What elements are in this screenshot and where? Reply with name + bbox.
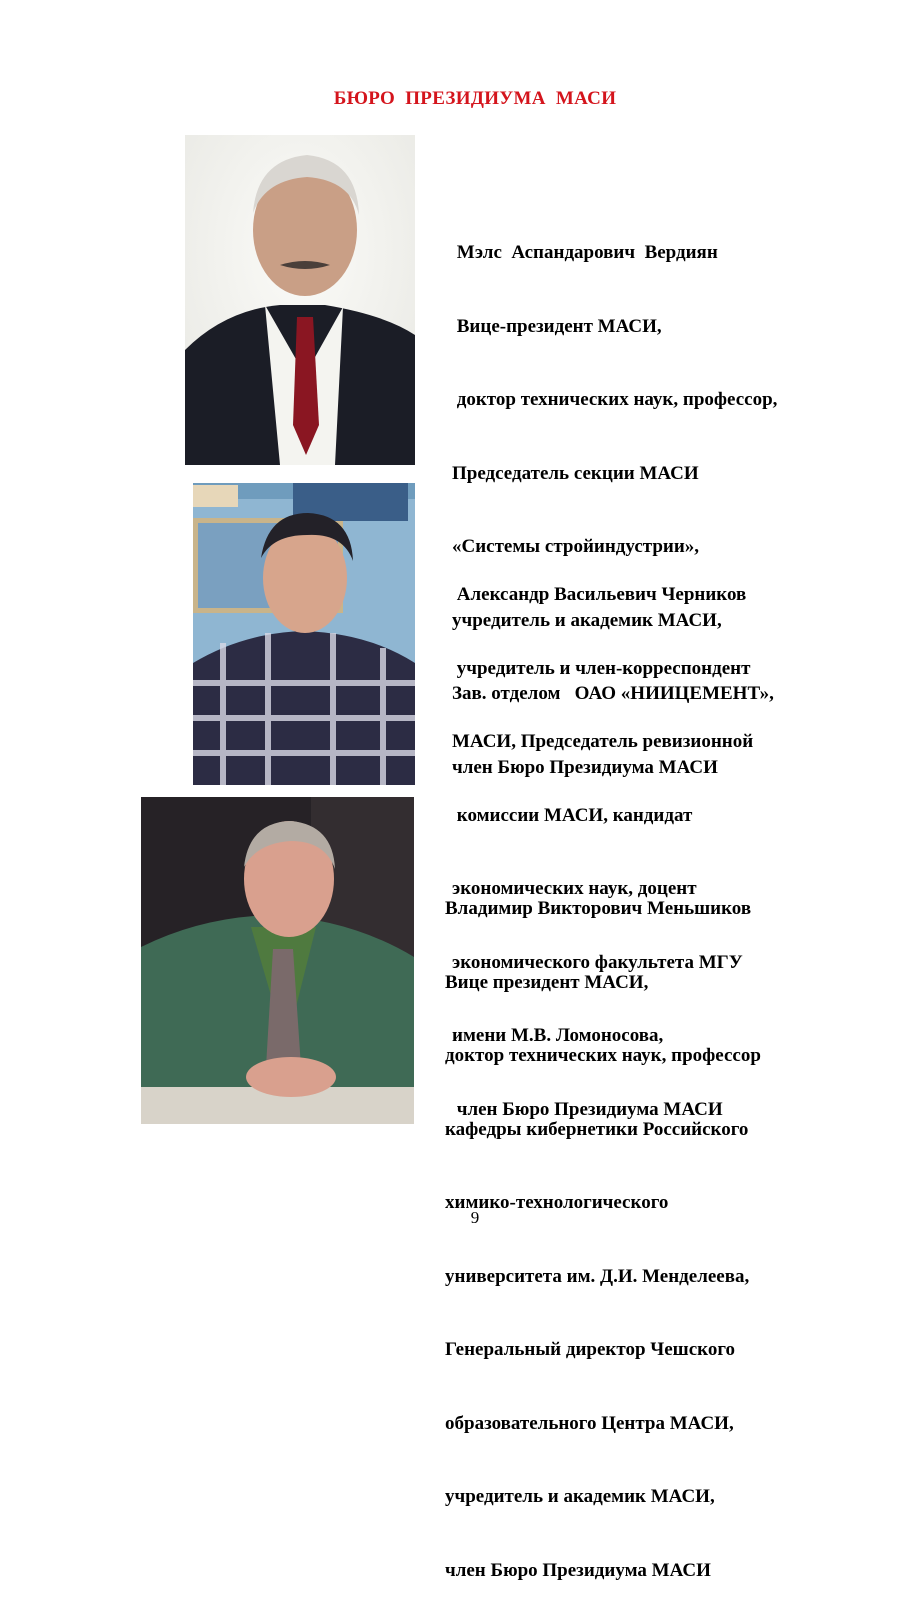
bio-line: имени М.В. Ломоносова, (452, 1025, 664, 1046)
bio-line: Генеральный директор Чешского (445, 1339, 735, 1360)
bio-line: химико-технологического (445, 1192, 669, 1213)
member-3-name: Владимир Викторович Меньшиков (445, 898, 752, 919)
member-2-name: Александр Васильевич Черников (452, 584, 747, 605)
bio-line: образовательного Центра МАСИ, (445, 1412, 734, 1434)
bio-line: учредитель и академик МАСИ, (445, 1486, 715, 1507)
member-1-photo (185, 135, 415, 465)
bio-line: член Бюро Президиума МАСИ (445, 1559, 711, 1581)
portrait-photo-icon (185, 135, 415, 465)
bio-line: МАСИ, Председатель ревизионной (452, 731, 754, 752)
bio-line: член Бюро Президиума МАСИ (452, 1098, 723, 1120)
bio-line: Вице-президент МАСИ, (452, 315, 662, 337)
bio-line: учредитель и академик МАСИ, (452, 609, 722, 631)
bio-line: доктор технических наук, профессор (445, 1045, 761, 1066)
bio-line: комиссии МАСИ, кандидат (452, 804, 693, 826)
bio-line: Председатель секции МАСИ (452, 462, 699, 484)
member-1-name: Мэлс Аспандарович Вердиян (452, 242, 718, 263)
bio-line: университета им. Д.И. Менделеева, (445, 1265, 750, 1287)
page-number: 9 (470, 1208, 480, 1227)
bio-line: экономических наук, доцент (452, 878, 697, 899)
bio-line: доктор технических наук, профессор, (452, 389, 778, 410)
bio-line: Зав. отделом ОАО «НИИЦЕМЕНТ», (452, 683, 774, 704)
member-3-photo (141, 797, 414, 1124)
bio-line: Вице президент МАСИ, (445, 971, 649, 993)
member-2-photo (193, 483, 415, 785)
bio-line: учредитель и член-корреспондент (452, 657, 751, 679)
bio-line: кафедры кибернетики Российского (445, 1118, 749, 1140)
bio-line: член Бюро Президиума МАСИ (452, 756, 718, 778)
portrait-photo-icon (141, 797, 414, 1124)
bio-line: экономического факультета МГУ (452, 951, 743, 973)
portrait-photo-icon (193, 483, 415, 785)
page-title: БЮРО ПРЕЗИДИУМА МАСИ (333, 88, 617, 109)
bio-line: «Системы стройиндустрии», (452, 536, 700, 557)
